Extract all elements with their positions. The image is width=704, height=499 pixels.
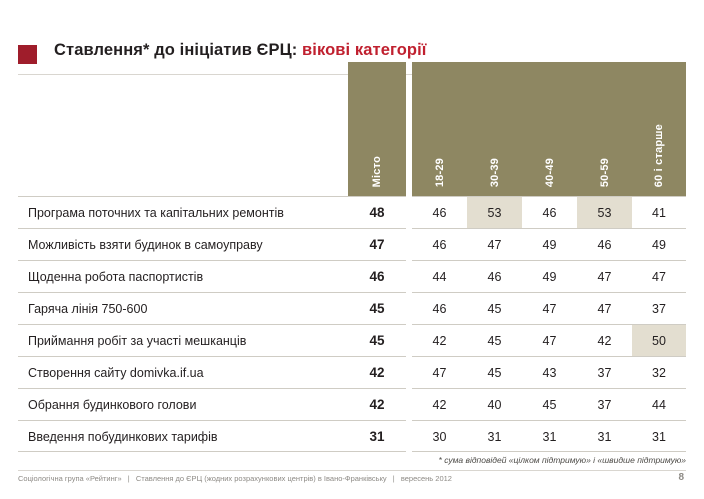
column-header-age-18-29	[412, 62, 467, 196]
table-row	[18, 196, 686, 228]
cell-age-18-29: 46	[432, 238, 447, 252]
column-header-age-50-59-label: 50-59	[598, 157, 611, 187]
cell-age-60-plus: 37	[652, 302, 666, 316]
column-header-age-18-29-label: 18-29	[433, 157, 446, 187]
table-row	[18, 356, 686, 388]
cell-age-30-39: 45	[487, 366, 502, 380]
cell-city: 42	[369, 397, 385, 412]
page-title-main: Ставлення* до ініціатив ЄРЦ:	[54, 41, 298, 59]
cell-age-40-49: 43	[542, 366, 557, 380]
table-row	[18, 420, 686, 452]
cell-age-18-29: 44	[432, 270, 447, 284]
column-header-age-30-39-label: 30-39	[488, 157, 501, 187]
footer-text	[18, 474, 452, 483]
cell-city: 48	[369, 205, 385, 220]
cell-age-18-29: 42	[432, 398, 447, 412]
cell-age-30-39: 53	[467, 197, 522, 229]
slide-header	[0, 20, 704, 62]
cell-city: 46	[369, 269, 385, 284]
cell-age-30-39: 31	[487, 430, 502, 444]
footer-middle: Ставлення до ЄРЦ (жодних розрахункових центрів) в Івано-Франківську	[135, 474, 387, 483]
cell-age-30-39: 47	[487, 238, 502, 252]
cell-age-50-59: 47	[597, 270, 612, 284]
cell-age-50-59: 53	[577, 197, 632, 229]
cell-age-50-59: 37	[597, 398, 612, 412]
footer-separator-2: |	[392, 474, 395, 483]
cell-age-30-39: 45	[487, 334, 502, 348]
cell-age-40-49: 49	[542, 270, 557, 284]
row-label: Програма поточних та капітальних ремонтів	[28, 206, 284, 220]
cell-age-50-59: 46	[597, 238, 612, 252]
row-label: Можливість взяти будинок в самоуправу	[28, 238, 263, 252]
column-header-age-60-plus	[632, 62, 686, 196]
cell-age-30-39: 46	[487, 270, 502, 284]
cell-age-40-49: 47	[542, 334, 557, 348]
cell-age-60-plus: 31	[652, 430, 666, 444]
cell-age-40-49: 31	[542, 430, 557, 444]
cell-age-30-39: 40	[487, 398, 502, 412]
column-group-gap	[406, 196, 412, 452]
cell-age-50-59: 31	[597, 430, 612, 444]
column-header-age-30-39	[467, 62, 522, 196]
column-header-age-40-49	[522, 62, 577, 196]
footer-left: Соціологічна група «Рейтинг»	[18, 474, 122, 483]
cell-age-60-plus: 50	[632, 325, 686, 357]
cell-age-50-59: 42	[597, 334, 612, 348]
cell-age-60-plus: 49	[652, 238, 666, 252]
row-label: Введення побудинкових тарифів	[28, 430, 218, 444]
cell-city: 45	[369, 333, 385, 348]
page-title-accent: вікові категорії	[302, 41, 427, 59]
table-row	[18, 292, 686, 324]
row-label: Гаряча лінія 750-600	[28, 302, 148, 316]
cell-age-18-29: 46	[432, 206, 447, 220]
column-header-age-50-59	[577, 62, 632, 196]
cell-city: 45	[369, 301, 385, 316]
page-title	[54, 41, 427, 60]
table-row	[18, 228, 686, 260]
cell-age-40-49: 46	[542, 206, 557, 220]
cell-age-40-49: 47	[542, 302, 557, 316]
cell-age-60-plus: 32	[652, 366, 666, 380]
column-header-city	[348, 62, 406, 196]
cell-age-50-59: 47	[597, 302, 612, 316]
table-row	[18, 260, 686, 292]
row-label: Щоденна робота паспортистів	[28, 270, 204, 284]
page-number: 8	[678, 472, 684, 483]
cell-age-60-plus: 41	[652, 206, 666, 220]
cell-age-30-39: 45	[487, 302, 502, 316]
footer-right: вересень 2012	[400, 474, 452, 483]
cell-age-60-plus: 44	[652, 398, 666, 412]
column-header-age-60-plus-label: 60 і старше	[653, 123, 665, 187]
table-row	[18, 388, 686, 420]
footnote: * сума відповідей «цілком підтримую» і «швидше підтримую»	[438, 455, 686, 465]
cell-age-40-49: 45	[542, 398, 557, 412]
column-header-age-40-49-label: 40-49	[543, 157, 556, 187]
cell-age-60-plus: 47	[652, 270, 666, 284]
footer-separator-1: |	[127, 474, 130, 483]
row-label: Приймання робіт за участі мешканців	[28, 334, 247, 348]
cell-age-18-29: 47	[432, 366, 447, 380]
footer-divider	[18, 470, 686, 471]
table-body	[18, 196, 686, 452]
cell-city: 31	[369, 429, 385, 444]
cell-age-18-29: 30	[432, 430, 447, 444]
cell-age-18-29: 46	[432, 302, 447, 316]
row-label: Обрання будинкового голови	[28, 398, 197, 412]
row-label: Створення сайту domivka.if.ua	[28, 366, 204, 380]
cell-city: 47	[369, 237, 385, 252]
cell-age-50-59: 37	[597, 366, 612, 380]
table-row	[18, 324, 686, 356]
column-header-city-label: Місто	[371, 155, 383, 187]
cell-city: 42	[369, 365, 385, 380]
cell-age-18-29: 42	[432, 334, 447, 348]
age-categories-table	[18, 62, 686, 452]
cell-age-40-49: 49	[542, 238, 557, 252]
